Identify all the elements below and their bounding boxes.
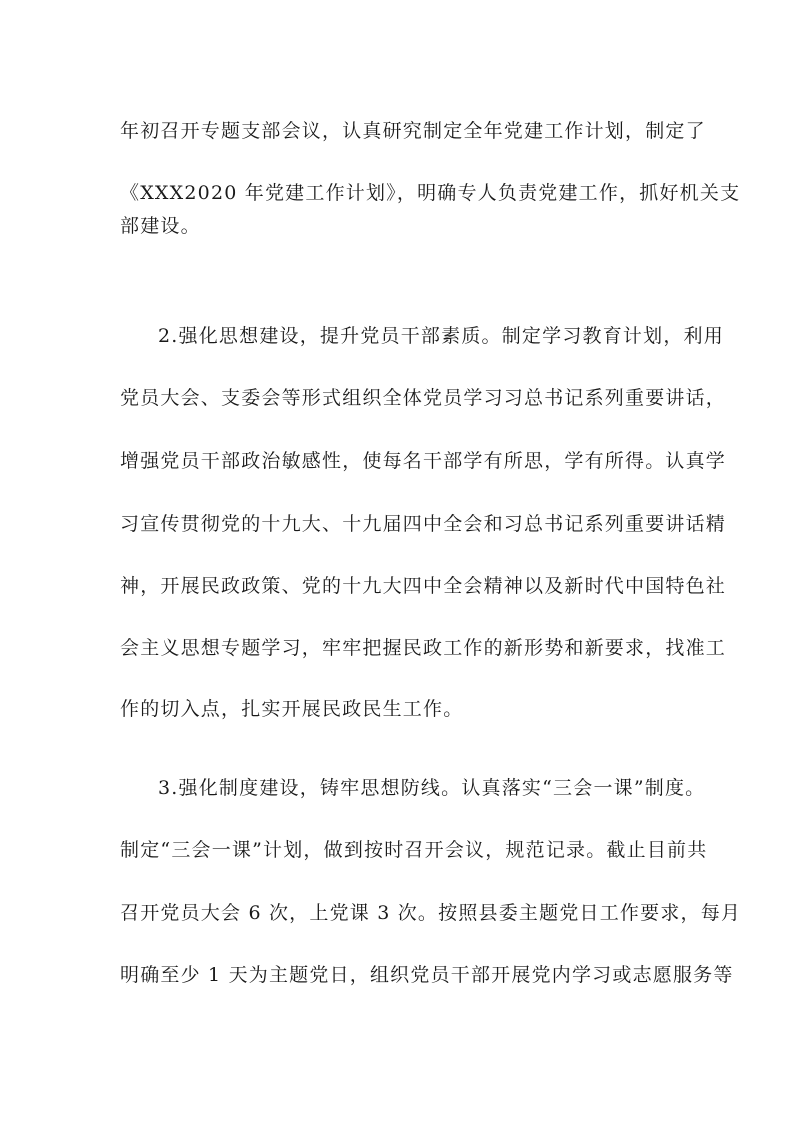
- paragraph-line: 部建设。: [120, 215, 201, 237]
- paragraph-line: 3.强化制度建设，铸牢思想防线。认真落实“三会一课”制度。: [158, 777, 706, 799]
- paragraph-line: 制定“三会一课”计划，做到按时召开会议，规范记录。截止目前共: [120, 839, 708, 861]
- paragraph-line: 作的切入点，扎实开展民政民生工作。: [120, 698, 464, 720]
- paragraph-line: 会主义思想专题学习，牢牢把握民政工作的新形势和新要求，找准工: [120, 637, 727, 659]
- paragraph-line: 《XXX2020 年党建工作计划》，明确专人负责党建工作，抓好机关支: [120, 182, 741, 204]
- paragraph-line: 神，开展民政政策、党的十九大四中全会精神以及新时代中国特色社: [120, 575, 727, 597]
- paragraph-line: 明确至少 1 天为主题党日，组织党员干部开展党内学习或志愿服务等: [120, 964, 734, 986]
- paragraph-line: 习宣传贯彻党的十九大、十九届四中全会和习总书记系列重要讲话精: [120, 513, 727, 535]
- paragraph-line: 年初召开专题支部会议，认真研究制定全年党建工作计划，制定了: [120, 120, 706, 142]
- paragraph-line: 增强党员干部政治敏感性，使每名干部学有所思，学有所得。认真学: [120, 450, 727, 472]
- paragraph-line: 召开党员大会 6 次，上党课 3 次。按照县委主题党日工作要求，每月: [120, 902, 742, 924]
- paragraph-line: 2.强化思想建设，提升党员干部素质。制定学习教育计划，利用: [158, 325, 724, 347]
- paragraph-line: 党员大会、支委会等形式组织全体党员学习习总书记系列重要讲话，: [120, 387, 727, 409]
